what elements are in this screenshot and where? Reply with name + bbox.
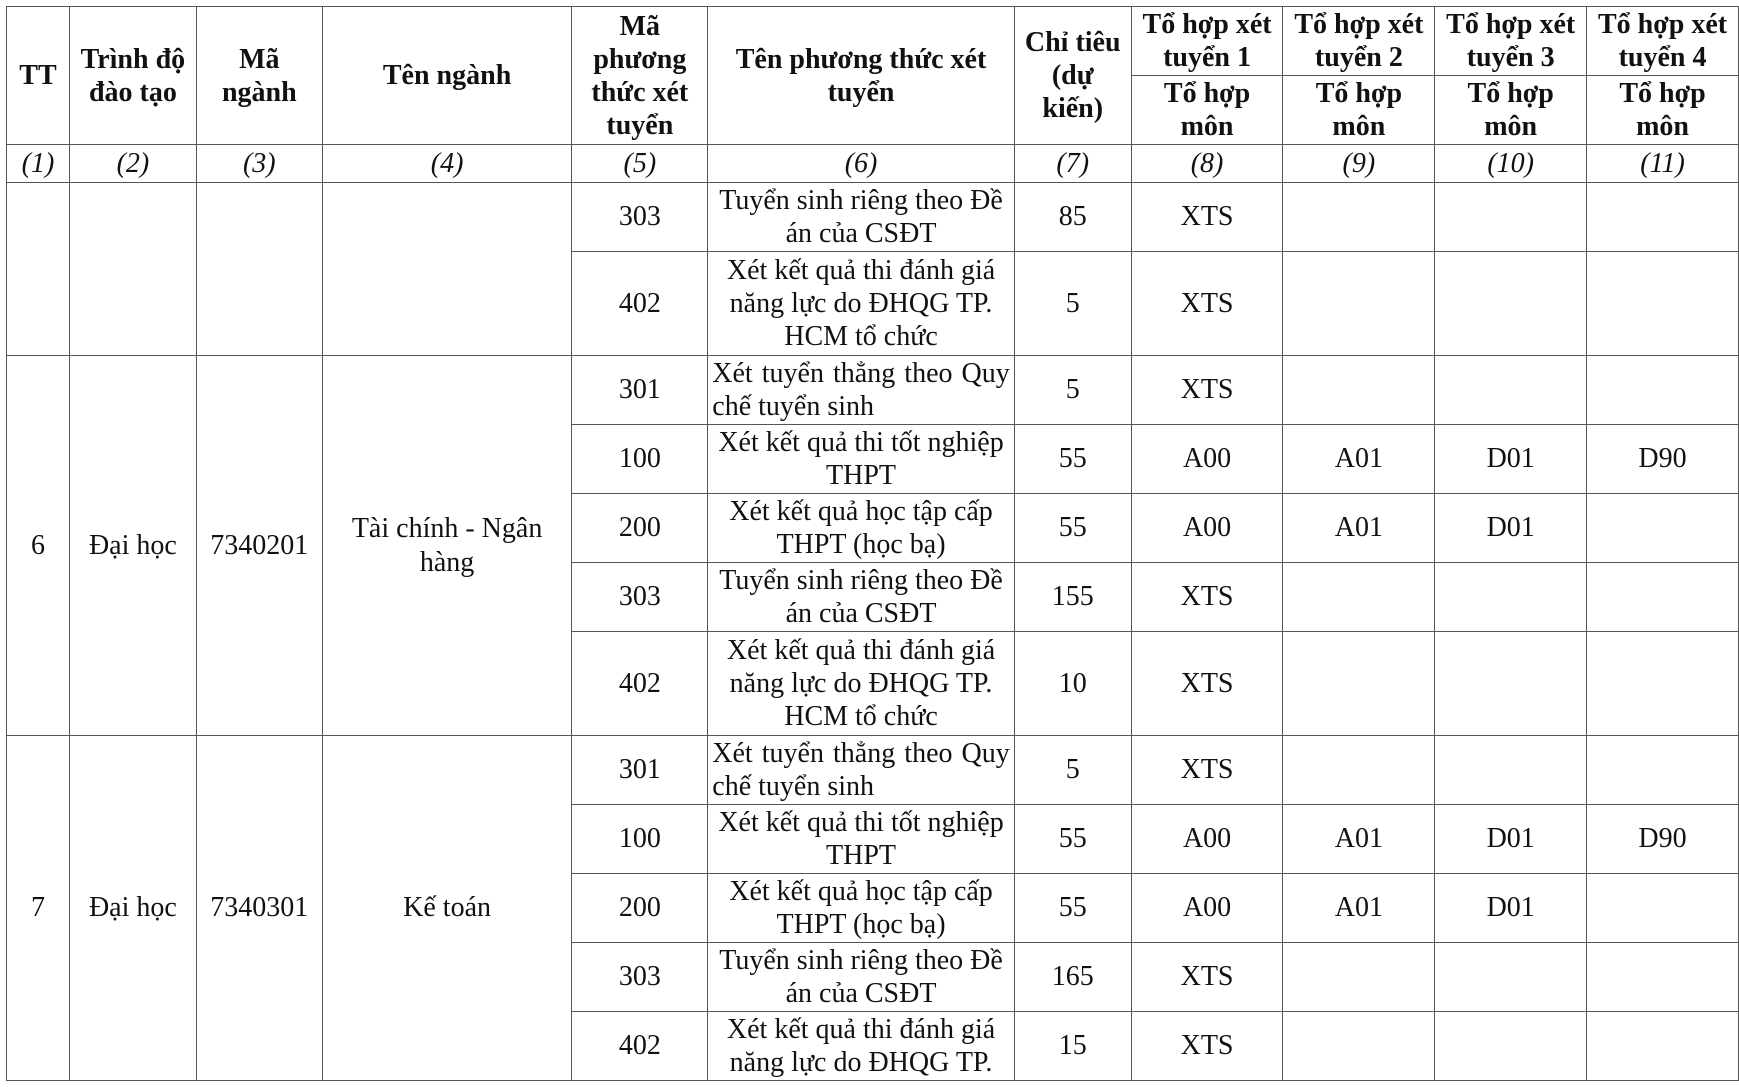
header-to-hop-mon-1: Tổ hợp môn (1131, 76, 1283, 145)
chi-tieu-cell: 55 (1014, 494, 1131, 563)
trinh-do-cell: Đại học (69, 736, 196, 1081)
to-hop-3-cell (1435, 563, 1587, 632)
table-row (7, 356, 1739, 425)
to-hop-1-cell: XTS (1131, 943, 1283, 1012)
to-hop-2-cell (1283, 943, 1435, 1012)
to-hop-3-cell (1435, 356, 1587, 425)
column-number: (3) (196, 145, 322, 183)
to-hop-1-cell: XTS (1131, 632, 1283, 736)
to-hop-4-cell: D90 (1587, 425, 1739, 494)
header-ten-nganh: Tên ngành (322, 7, 572, 145)
chi-tieu-cell: 5 (1014, 736, 1131, 805)
chi-tieu-cell: 155 (1014, 563, 1131, 632)
ten-phuong-thuc-cell: Xét kết quả thi tốt nghiệp THPT (708, 805, 1015, 874)
to-hop-4-cell (1587, 943, 1739, 1012)
to-hop-4-cell (1587, 874, 1739, 943)
table-header (7, 7, 1739, 183)
ten-phuong-thuc-cell: Xét kết quả thi đánh giá năng lực do ĐHQG TP. (708, 1012, 1015, 1081)
ten-phuong-thuc-cell: Xét kết quả thi đánh giá năng lực do ĐHQG TP. HCM tổ chức (708, 252, 1015, 356)
to-hop-2-cell (1283, 356, 1435, 425)
to-hop-2-cell (1283, 736, 1435, 805)
to-hop-1-cell: XTS (1131, 736, 1283, 805)
header-ma-nganh: Mã ngành (196, 7, 322, 145)
ma-phuong-thuc-cell: 301 (572, 356, 708, 425)
to-hop-2-cell (1283, 632, 1435, 736)
chi-tieu-cell: 5 (1014, 356, 1131, 425)
to-hop-3-cell (1435, 943, 1587, 1012)
chi-tieu-cell: 85 (1014, 183, 1131, 252)
trinh-do-cell (69, 183, 196, 356)
admissions-table (6, 6, 1739, 1081)
header-ma-phuong-thuc: Mã phương thức xét tuyển (572, 7, 708, 145)
header-ten-phuong-thuc: Tên phương thức xét tuyển (708, 7, 1015, 145)
to-hop-4-cell (1587, 736, 1739, 805)
ten-nganh-cell: Kế toán (322, 736, 572, 1081)
to-hop-2-cell (1283, 1012, 1435, 1081)
trinh-do-cell: Đại học (69, 356, 196, 736)
ten-nganh-cell: Tài chính - Ngân hàng (322, 356, 572, 736)
column-number: (10) (1435, 145, 1587, 183)
ma-phuong-thuc-cell: 100 (572, 805, 708, 874)
to-hop-1-cell: A00 (1131, 494, 1283, 563)
column-number: (1) (7, 145, 70, 183)
tt-cell (7, 183, 70, 356)
to-hop-4-cell (1587, 632, 1739, 736)
to-hop-2-cell: A01 (1283, 425, 1435, 494)
chi-tieu-cell: 10 (1014, 632, 1131, 736)
chi-tieu-cell: 55 (1014, 805, 1131, 874)
to-hop-3-cell: D01 (1435, 805, 1587, 874)
header-to-hop-2: Tổ hợp xét tuyển 2 (1283, 7, 1435, 76)
ten-phuong-thuc-cell: Xét tuyển thẳng theo Quy chế tuyển sinh (708, 356, 1015, 425)
column-number: (5) (572, 145, 708, 183)
ten-nganh-cell (322, 183, 572, 356)
ten-phuong-thuc-cell: Tuyển sinh riêng theo Đề án của CSĐT (708, 563, 1015, 632)
to-hop-1-cell: XTS (1131, 356, 1283, 425)
to-hop-4-cell (1587, 563, 1739, 632)
ma-phuong-thuc-cell: 200 (572, 874, 708, 943)
to-hop-3-cell: D01 (1435, 425, 1587, 494)
ma-phuong-thuc-cell: 303 (572, 563, 708, 632)
chi-tieu-cell: 55 (1014, 425, 1131, 494)
header-to-hop-mon-2: Tổ hợp môn (1283, 76, 1435, 145)
to-hop-2-cell (1283, 252, 1435, 356)
to-hop-4-cell (1587, 183, 1739, 252)
ma-phuong-thuc-cell: 402 (572, 632, 708, 736)
to-hop-1-cell: A00 (1131, 425, 1283, 494)
ten-phuong-thuc-cell: Xét tuyển thẳng theo Quy chế tuyển sinh (708, 736, 1015, 805)
chi-tieu-cell: 5 (1014, 252, 1131, 356)
to-hop-4-cell (1587, 356, 1739, 425)
to-hop-2-cell: A01 (1283, 494, 1435, 563)
to-hop-3-cell (1435, 252, 1587, 356)
to-hop-1-cell: XTS (1131, 563, 1283, 632)
tt-cell: 7 (7, 736, 70, 1081)
ma-phuong-thuc-cell: 100 (572, 425, 708, 494)
to-hop-1-cell: A00 (1131, 874, 1283, 943)
ten-phuong-thuc-cell: Xét kết quả học tập cấp THPT (học bạ) (708, 874, 1015, 943)
ma-phuong-thuc-cell: 303 (572, 943, 708, 1012)
to-hop-1-cell: XTS (1131, 183, 1283, 252)
table-body (7, 183, 1739, 1081)
chi-tieu-cell: 55 (1014, 874, 1131, 943)
to-hop-1-cell: XTS (1131, 252, 1283, 356)
to-hop-2-cell (1283, 563, 1435, 632)
ma-phuong-thuc-cell: 402 (572, 252, 708, 356)
column-number: (4) (322, 145, 572, 183)
to-hop-1-cell: A00 (1131, 805, 1283, 874)
ma-nganh-cell (196, 183, 322, 356)
table-row (7, 183, 1739, 252)
to-hop-3-cell: D01 (1435, 494, 1587, 563)
column-number: (8) (1131, 145, 1283, 183)
to-hop-2-cell (1283, 183, 1435, 252)
ma-phuong-thuc-cell: 402 (572, 1012, 708, 1081)
to-hop-3-cell: D01 (1435, 874, 1587, 943)
ten-phuong-thuc-cell: Tuyển sinh riêng theo Đề án của CSĐT (708, 943, 1015, 1012)
table-row (7, 736, 1739, 805)
header-chi-tieu: Chỉ tiêu (dự kiến) (1014, 7, 1131, 145)
to-hop-3-cell (1435, 736, 1587, 805)
to-hop-4-cell (1587, 1012, 1739, 1081)
to-hop-4-cell (1587, 494, 1739, 563)
column-number-row (7, 145, 1739, 183)
column-number: (6) (708, 145, 1015, 183)
header-to-hop-mon-4: Tổ hợp môn (1587, 76, 1739, 145)
to-hop-1-cell: XTS (1131, 1012, 1283, 1081)
ten-phuong-thuc-cell: Xét kết quả học tập cấp THPT (học bạ) (708, 494, 1015, 563)
ma-phuong-thuc-cell: 200 (572, 494, 708, 563)
ten-phuong-thuc-cell: Tuyển sinh riêng theo Đề án của CSĐT (708, 183, 1015, 252)
to-hop-4-cell: D90 (1587, 805, 1739, 874)
ma-phuong-thuc-cell: 303 (572, 183, 708, 252)
header-to-hop-1: Tổ hợp xét tuyển 1 (1131, 7, 1283, 76)
ten-phuong-thuc-cell: Xét kết quả thi đánh giá năng lực do ĐHQG TP. HCM tổ chức (708, 632, 1015, 736)
to-hop-3-cell (1435, 632, 1587, 736)
column-number: (11) (1587, 145, 1739, 183)
ma-phuong-thuc-cell: 301 (572, 736, 708, 805)
chi-tieu-cell: 15 (1014, 1012, 1131, 1081)
header-trinh-do: Trình độ đào tạo (69, 7, 196, 145)
header-to-hop-3: Tổ hợp xét tuyển 3 (1435, 7, 1587, 76)
header-to-hop-4: Tổ hợp xét tuyển 4 (1587, 7, 1739, 76)
to-hop-2-cell: A01 (1283, 805, 1435, 874)
tt-cell: 6 (7, 356, 70, 736)
to-hop-2-cell: A01 (1283, 874, 1435, 943)
to-hop-3-cell (1435, 183, 1587, 252)
ten-phuong-thuc-cell: Xét kết quả thi tốt nghiệp THPT (708, 425, 1015, 494)
chi-tieu-cell: 165 (1014, 943, 1131, 1012)
ma-nganh-cell: 7340201 (196, 356, 322, 736)
header-to-hop-mon-3: Tổ hợp môn (1435, 76, 1587, 145)
header-tt: TT (7, 7, 70, 145)
column-number: (7) (1014, 145, 1131, 183)
column-number: (9) (1283, 145, 1435, 183)
to-hop-4-cell (1587, 252, 1739, 356)
ma-nganh-cell: 7340301 (196, 736, 322, 1081)
column-number: (2) (69, 145, 196, 183)
to-hop-3-cell (1435, 1012, 1587, 1081)
